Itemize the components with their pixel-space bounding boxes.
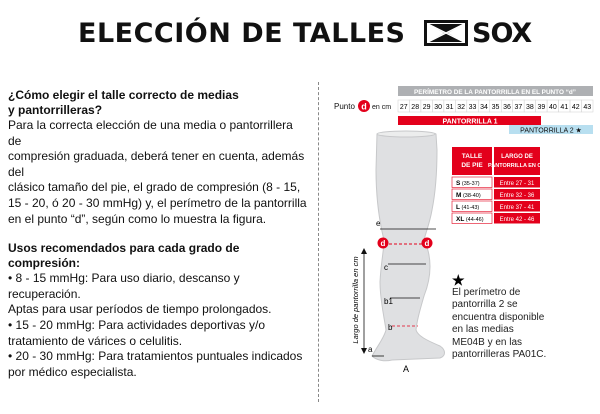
perimeter-value: 35	[491, 104, 500, 111]
perimeter-value: 37	[514, 104, 523, 111]
perimeter-value: 28	[411, 104, 420, 111]
perimeter-value: 34	[480, 104, 488, 111]
perimeter-value: 29	[422, 104, 431, 111]
uso-line-5: • 20 - 30 mmHg: Para tratamientos puntuales indicados	[8, 349, 303, 364]
perimeter-value: 36	[503, 104, 511, 111]
star-icon: ★	[452, 272, 465, 288]
usos-title-line-2: compresión:	[8, 256, 81, 271]
perimeter-value: 41	[560, 104, 569, 111]
punto-label: Punto	[334, 102, 355, 111]
table-col2-line2: PANTORRILLA EN CM	[488, 163, 546, 169]
pantorrilla-2-label: PANTORRILLA 2 ★	[520, 127, 582, 135]
perimeter-values	[398, 100, 593, 112]
note-line-1: El perímetro de	[452, 287, 521, 298]
unit-label: en cm	[372, 104, 392, 111]
uso-line-3: • 15 - 20 mmHg: Para actividades deportivas y/o	[8, 317, 265, 332]
label-c: c	[384, 263, 388, 272]
table-col2-line1: LARGO DE	[501, 154, 533, 160]
stocking-top-icon	[377, 131, 435, 137]
label-b: b	[388, 323, 393, 332]
intro-line-3: clásico tamaño del pie, el grado de compresión (8 - 15,	[8, 180, 301, 195]
uso-line-6: por médico especialista.	[8, 364, 137, 379]
table-col1-line1: TALLE	[461, 153, 483, 160]
intro-line-1: Para la correcta elección de una media o pantorrillera de	[8, 118, 293, 148]
arrow-up-icon	[361, 248, 367, 254]
uso-line-4: tratamiento de várices o celulitis.	[8, 333, 183, 348]
uso-line-1: • 8 - 15 mmHg: Para uso diario, descanso y recuperación.	[8, 271, 240, 301]
label-d-right: d	[424, 239, 430, 248]
question-line-2: y pantorrilleras?	[8, 103, 103, 117]
note-line-5: ME04B y en las	[452, 336, 523, 348]
punto-letter: d	[361, 101, 367, 112]
logo-text: SOX	[472, 18, 532, 49]
perimeter-value: 32	[457, 104, 465, 111]
perimeter-value: 40	[548, 104, 557, 111]
perimeter-value: 31	[445, 104, 454, 111]
label-d-left: d	[380, 239, 386, 248]
intro-line-5: en el punto “d”, según como lo muestra la figura.	[8, 211, 267, 226]
note-line-3: encuentra disponible	[452, 311, 545, 323]
note-line-6: pantorrilleras PA01C.	[452, 349, 547, 361]
question-line-1: ¿Cómo elegir el talle correcto de medias	[8, 88, 239, 102]
table-header-col2	[494, 147, 540, 175]
perimeter-value: 38	[526, 104, 534, 111]
size-label: XL (44-46)	[456, 216, 484, 223]
availability-note	[452, 287, 592, 361]
note-line-4: en las medias	[452, 324, 514, 336]
label-e: e	[376, 219, 381, 228]
arrow-down-icon	[361, 348, 367, 354]
perimeter-value: 43	[583, 104, 592, 111]
table-col1-line2: DE PIE	[461, 162, 483, 169]
length-label: Entre 32 - 36	[499, 193, 535, 199]
perimeter-value: 30	[434, 104, 443, 111]
size-label: M (38-40)	[456, 192, 481, 199]
size-label: L (41-43)	[456, 204, 480, 211]
uso-line-2: Aptas para usar períodos de tiempo prolongados.	[8, 302, 272, 317]
pantorrilla-1-label: PANTORRILLA 1	[442, 118, 498, 126]
perimeter-header: PERÍMETRO DE LA PANTORRILLA EN EL PUNTO “d”	[413, 89, 577, 96]
label-a: a	[368, 345, 373, 354]
label-A: A	[402, 364, 410, 374]
length-label: Entre 37 - 41	[499, 205, 535, 211]
label-b1: b1	[384, 297, 393, 306]
length-label: Entre 42 - 46	[499, 217, 535, 223]
length-label: Entre 27 - 31	[499, 181, 535, 187]
note-line-2: pantorrilla 2 se	[452, 299, 518, 311]
table-header-col1	[452, 147, 492, 175]
vertical-length-label: Largo de pantorrilla en cm	[351, 256, 360, 344]
size-label: S (35-37)	[456, 180, 480, 187]
perimeter-value: 27	[399, 104, 408, 111]
perimeter-value: 39	[537, 104, 546, 111]
usos-title-line-1: Usos recomendados para cada grado de	[8, 241, 240, 256]
perimeter-value: 42	[571, 104, 580, 111]
perimeter-value: 33	[468, 104, 477, 111]
intro-line-4: 15 - 20, ó 20 - 30 mmHg) y, el perímetro de la pantorrilla	[8, 195, 307, 210]
page-title: ELECCIÓN DE TALLES	[78, 18, 406, 49]
size-table-rows	[452, 177, 540, 224]
intro-line-2: compresión graduada, deberá tener en cuenta, además del	[8, 149, 305, 179]
